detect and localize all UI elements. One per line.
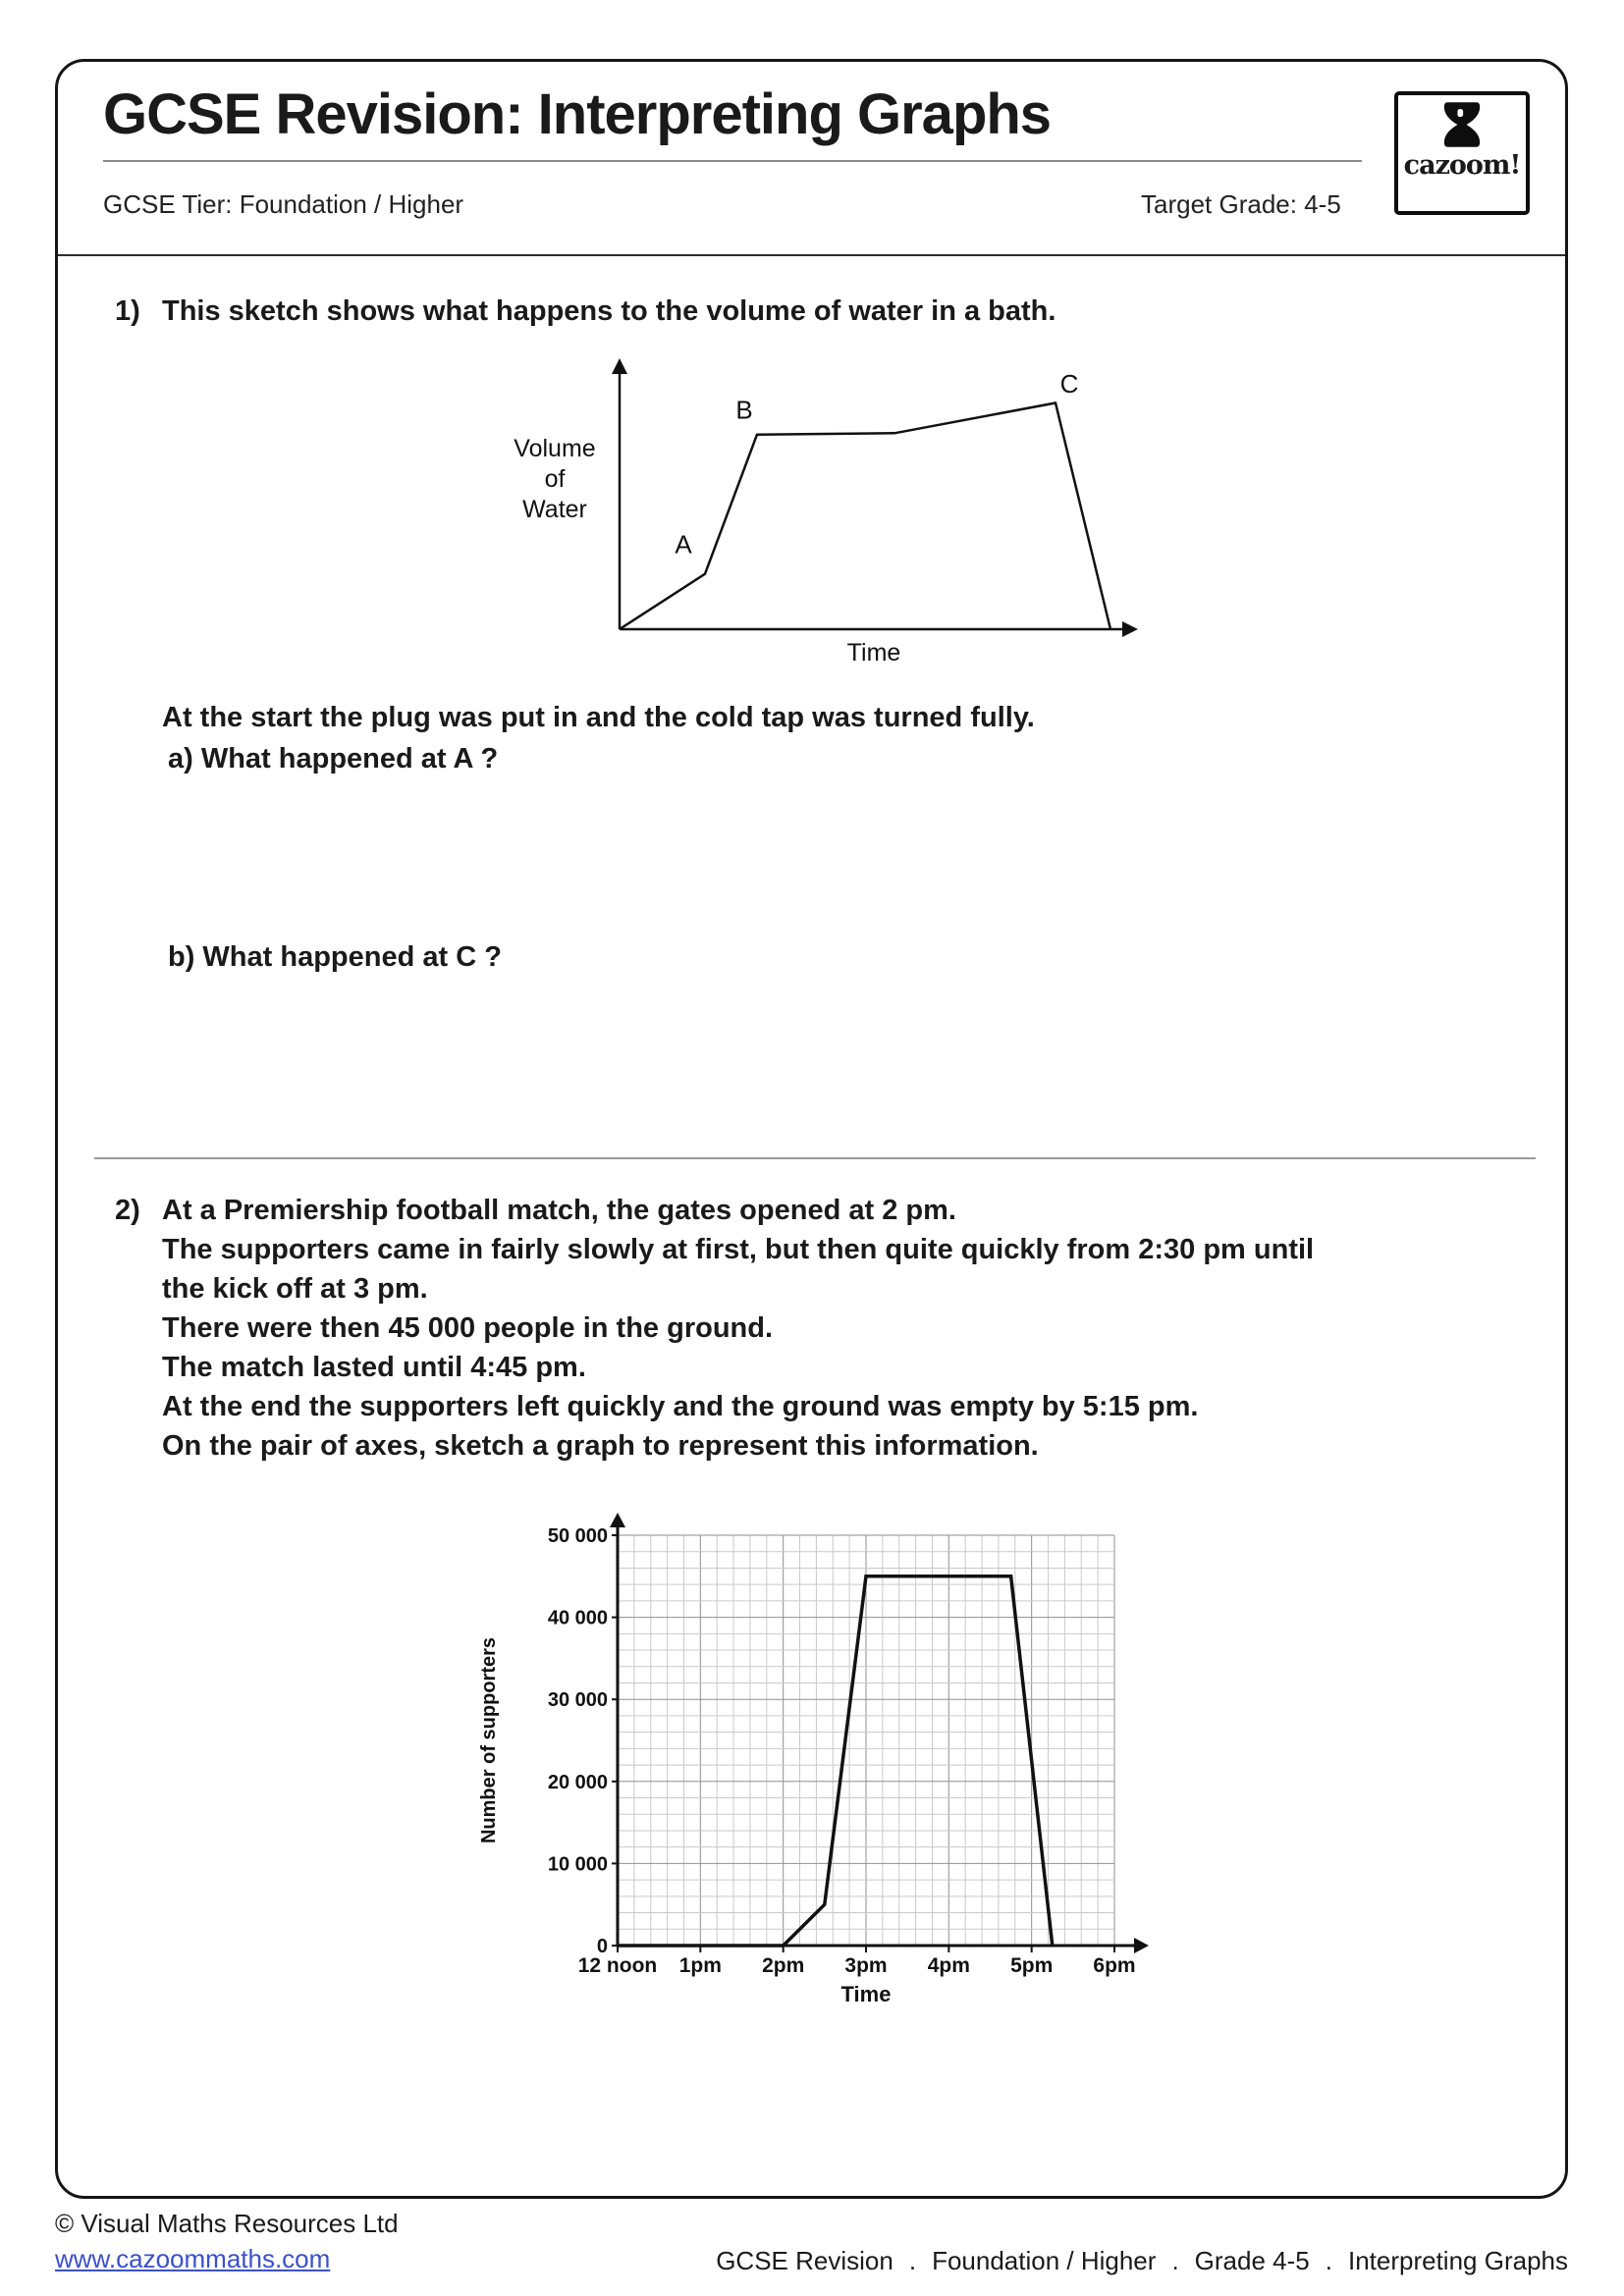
question-1-part-b: b) What happened at C ? <box>168 941 502 973</box>
footer-meta <box>716 2246 1568 2276</box>
tier-label: GCSE Tier: Foundation / Higher <box>103 189 464 219</box>
point-label: A <box>675 529 692 560</box>
supporters-graph-svg <box>461 1512 1149 2034</box>
logo-wordmark: cazoom! <box>1403 150 1521 181</box>
footer-meta-item: Foundation / Higher <box>932 2246 1157 2275</box>
x-axis-label: Time <box>846 639 901 667</box>
header-divider <box>58 254 1565 256</box>
x-tick-label: 4pm <box>927 1954 970 1977</box>
bath-volume-sketch-graph <box>496 356 1144 672</box>
point-label: B <box>735 395 753 425</box>
question-2-line: At a Premiership football match, the gates opened at 2 pm. <box>162 1195 956 1226</box>
question-2-number: 2) <box>115 1195 140 1226</box>
y-axis-label: Number of supporters <box>478 1636 500 1844</box>
y-tick-label: 50 000 <box>547 1525 608 1547</box>
copyright-text: © Visual Maths Resources Ltd <box>55 2209 399 2238</box>
question-1-text: This sketch shows what happens to the volume of water in a bath. <box>162 295 1056 327</box>
website-link[interactable]: www.cazoommaths.com <box>55 2244 331 2273</box>
question-1-part-a: a) What happened at A ? <box>168 743 499 774</box>
question-1-number: 1) <box>115 295 140 327</box>
page-frame <box>55 59 1568 2199</box>
target-grade-label: Target Grade: 4-5 <box>1141 189 1341 219</box>
bath-sketch-svg <box>496 356 1144 672</box>
footer-meta-item: GCSE Revision <box>716 2246 893 2275</box>
y-axis-label: Water <box>522 496 587 523</box>
page-title: GCSE Revision: Interpreting Graphs <box>103 82 1052 146</box>
footer-meta-item: Interpreting Graphs <box>1347 2246 1568 2275</box>
y-tick-label: 10 000 <box>547 1853 608 1876</box>
y-tick-label: 0 <box>596 1936 608 1957</box>
hourglass-icon <box>1439 100 1485 149</box>
question-2-line: At the end the supporters left quickly and the ground was empty by 5:15 pm. <box>162 1391 1199 1422</box>
cazoom-logo <box>1394 91 1530 215</box>
supporters-grid-graph <box>461 1512 1149 2034</box>
x-axis-arrow-icon <box>1134 1938 1149 1953</box>
x-tick-label: 3pm <box>844 1954 888 1977</box>
y-tick-label: 40 000 <box>547 1607 608 1629</box>
footer-separator: . <box>1171 2246 1179 2275</box>
y-axis-arrow-icon <box>610 1513 625 1527</box>
question-2-block <box>115 1191 1314 1466</box>
question-divider <box>94 1157 1536 1159</box>
question-2-line: The match lasted until 4:45 pm. <box>162 1352 586 1383</box>
x-tick-label: 1pm <box>678 1954 722 1977</box>
volume-curve <box>620 403 1110 630</box>
x-tick-label: 6pm <box>1093 1954 1136 1977</box>
question-1-note: At the start the plug was put in and the cold tap was turned fully. <box>162 702 1035 733</box>
question-2-line: the kick off at 3 pm. <box>162 1273 428 1305</box>
x-tick-label: 5pm <box>1010 1954 1054 1977</box>
x-axis-label: Time <box>840 1982 892 2006</box>
answer-line <box>618 1576 1053 1946</box>
y-tick-label: 20 000 <box>547 1771 608 1793</box>
point-label: C <box>1059 368 1079 399</box>
question-2-line: On the pair of axes, sketch a graph to represent this information. <box>162 1430 1039 1462</box>
y-axis-label: of <box>544 465 566 493</box>
footer-separator: . <box>1325 2246 1332 2275</box>
y-axis-arrow-icon <box>612 358 627 374</box>
y-axis-label: Volume <box>514 435 596 462</box>
title-underline <box>103 160 1362 162</box>
question-1-prompt <box>115 295 1056 328</box>
footer-meta-item: Grade 4-5 <box>1194 2246 1310 2275</box>
question-2-line: There were then 45 000 people in the ground. <box>162 1312 774 1344</box>
x-axis-arrow-icon <box>1122 621 1138 637</box>
footer-separator: . <box>908 2246 917 2275</box>
y-tick-label: 30 000 <box>547 1689 608 1712</box>
x-tick-label: 2pm <box>762 1954 805 1977</box>
question-2-line: The supporters came in fairly slowly at first, but then quite quickly from 2:30 pm until <box>162 1234 1315 1265</box>
x-tick-label: 12 noon <box>577 1954 658 1977</box>
